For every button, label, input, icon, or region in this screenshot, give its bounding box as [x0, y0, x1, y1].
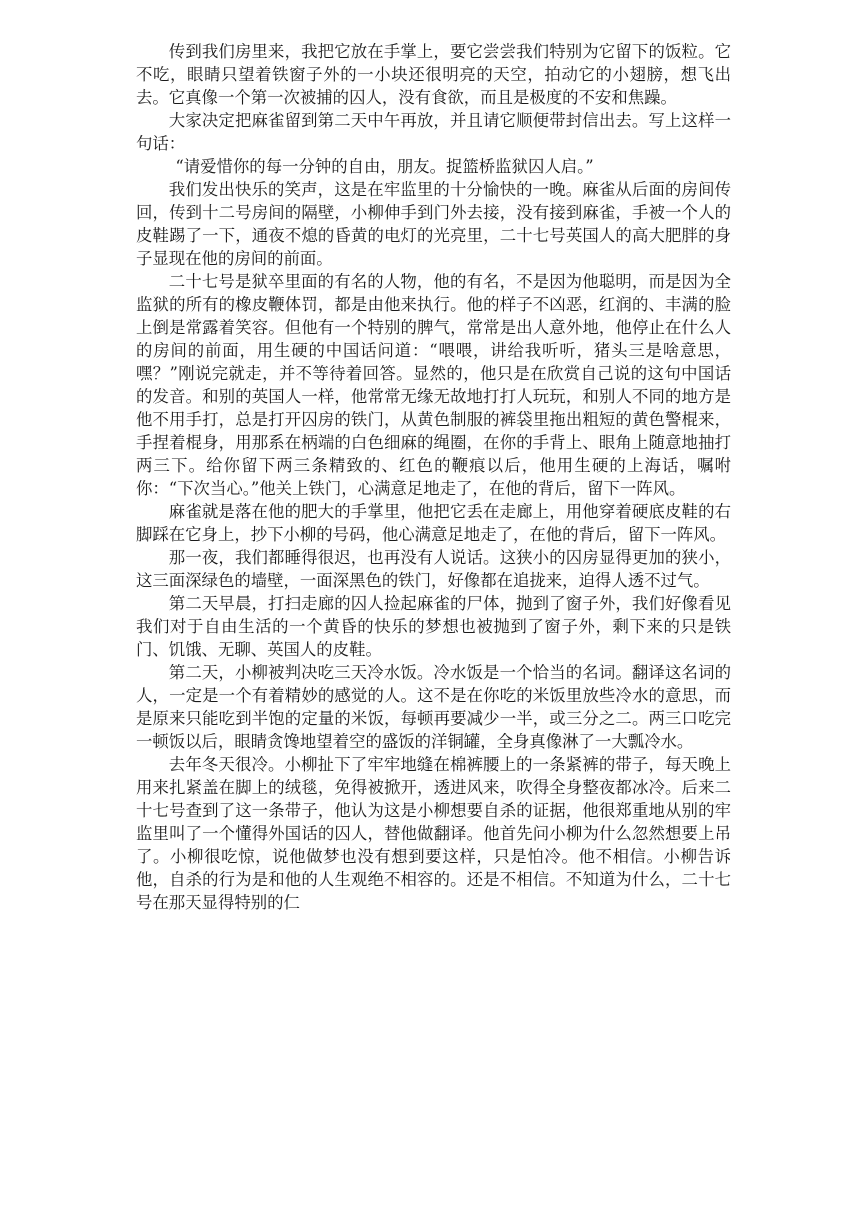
- paragraph: 二十七号是狱卒里面的有名的人物，他的有名，不是因为他聪明，而是因为全监狱的所有的橡皮鞭体罚，都是由他来执行。他的样子不凶恶，红润的、丰满的脸上倒是常露着笑容。但他有一个特别的脾气，常常是出人意外地，他停止在什么人的房间的前面，用生硬的中国话问道：“喂喂，讲给我听听，猪头三是啥意思，嘿？”刚说完就走，并不等待着回答。显然的，他只是在欣赏自己说的这句中国话的发音。和别的英国人一样，他常常无缘无故地打打人玩玩，和别人不同的地方是他不用手打，总是打开囚房的铁门，从黄色制服的裤袋里拖出粗短的黄色警棍来，手捏着棍身，用那系在柄端的白色细麻的绳圈，在你的手背上、眼角上随意地抽打两三下。给你留下两三条精致的、红色的鞭痕以后，他用生硬的上海话，嘱咐你：“下次当心。”他关上铁门，心满意足地走了，在他的背后，留下一阵风。: [136, 272, 731, 498]
- paragraph: 那一夜，我们都睡得很迟，也再没有人说话。这狭小的囚房显得更加的狭小，这三面深绿色的墙壁，一面深黑色的铁门，好像都在追拢来，迫得人透不过气。: [136, 548, 731, 590]
- paragraph: 麻雀就是落在他的肥大的手掌里，他把它丢在走廊上，用他穿着硬底皮鞋的右脚踩在它身上，抄下小柳的号码，他心满意足地走了，在他的背后，留下一阵风。: [136, 502, 731, 544]
- quoted-letter: “请爱惜你的每一分钟的自由，朋友。捉篮桥监狱囚人启。”: [175, 157, 594, 176]
- paragraph: 大家决定把麻雀留到第二天中午再放，并且请它顺便带封信出去。写上这样一句话：: [136, 111, 731, 153]
- paragraph: 去年冬天很冷。小柳扯下了牢牢地缝在棉裤腰上的一条紧裤的带子，每天晚上用来扎紧盖在脚上的绒毯，免得被掀开，透进风来，吹得全身整夜都冰冷。后来二十七号查到了这一条带子，他认为这是小柳想要自杀的证据，他很郑重地从别的牢监里叫了一个懂得外国话的囚人，替他做翻译。他首先问小柳为什么忽然想要上吊了。小柳很吃惊，说他做梦也没有想到要这样，只是怕冷。他不相信。小柳告诉他，自杀的行为是和他的人生观绝不相容的。还是不相信。不知道为什么，二十七号在那天显得特别的仁: [136, 755, 731, 912]
- paragraph: 我们发出快乐的笑声，这是在牢监里的十分愉快的一晚。麻雀从后面的房间传回，传到十二号房间的隔壁，小柳伸手到门外去接，没有接到麻雀，手被一个人的皮鞋踢了一下，通夜不熄的昏黄的电灯的光亮里，二十七号英国人的高大肥胖的身子显现在他的房间的前面。: [136, 180, 731, 268]
- document-page: [136, 40, 731, 914]
- paragraph: 第二天，小柳被判决吃三天冷水饭。冷水饭是一个恰当的名词。翻译这名词的人，一定是一个有着精妙的感觉的人。这不是在你吃的米饭里放些冷水的意思，而是原来只能吃到半饱的定量的米饭，每顿再要减少一半，或三分之二。两三口吃完一顿饭以后，眼睛贪馋地望着空的盛饭的洋铜罐，全身真像淋了一大瓢冷水。: [136, 663, 731, 751]
- paragraph: 传到我们房里来，我把它放在手掌上，要它尝尝我们特别为它留下的饭粒。它不吃，眼睛只望着铁窗子外的一小块还很明亮的天空，拍动它的小翅膀，想飞出去。它真像一个第一次被捕的囚人，没有食欲，而且是极度的不安和焦躁。: [136, 42, 731, 107]
- paragraph: 第二天早晨，打扫走廊的囚人捡起麻雀的尸体，抛到了窗子外，我们好像看见我们对于自由生活的一个黄昏的快乐的梦想也被抛到了窗子外，剩下来的只是铁门、饥饿、无聊、英国人的皮鞋。: [136, 594, 731, 659]
